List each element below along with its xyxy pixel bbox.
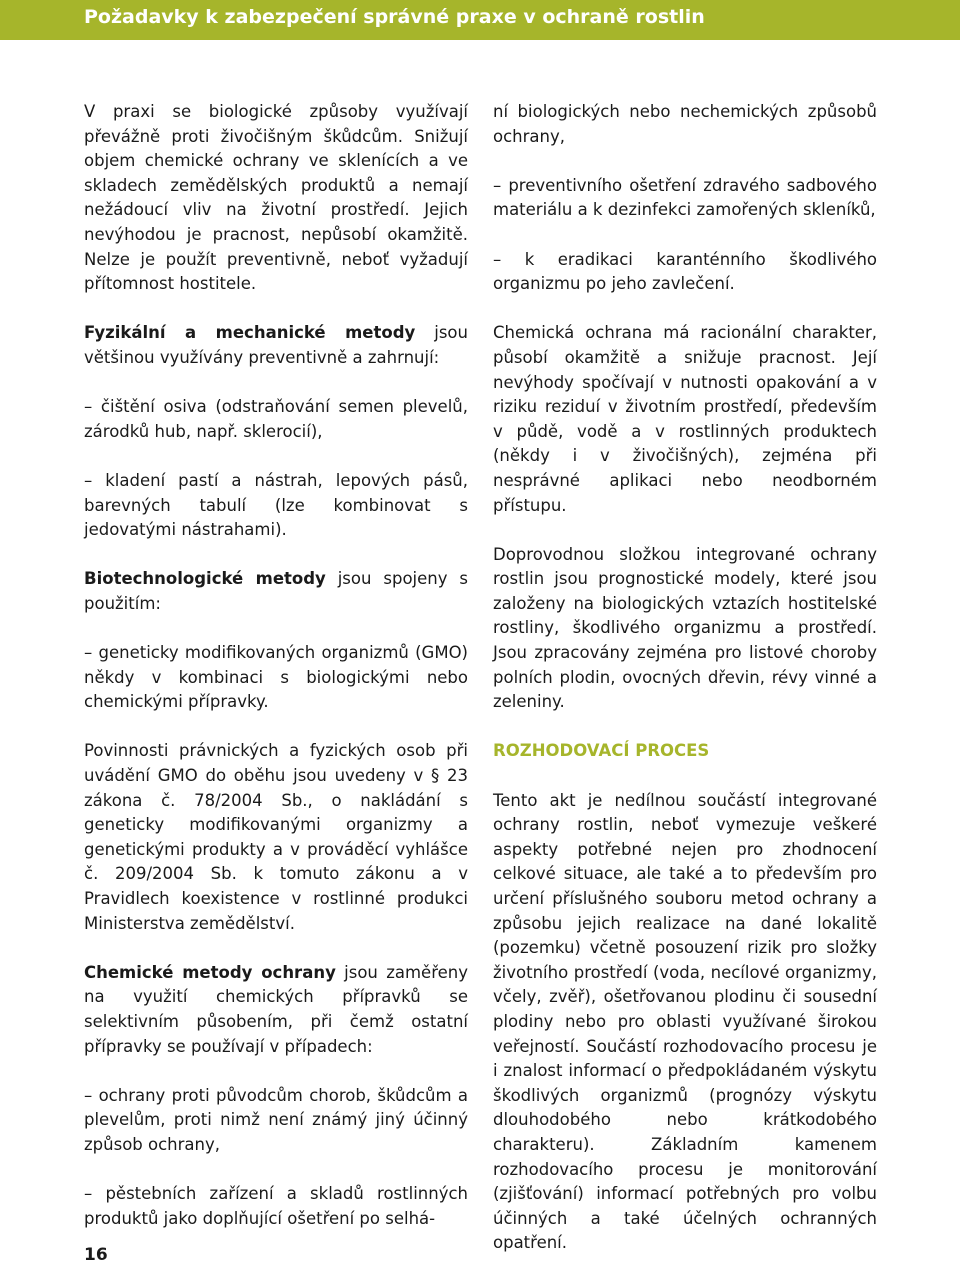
paragraph: Povinnosti právnických a fyzických osob při uvádění GMO do oběhu jsou uvedeny v § 23 zákona č. 78/2004 Sb., o nakládání s geneticky modifikovanými organizmy a genetickými produkty a v prováděcí vyhlášce č. 209/2004 Sb. k tomuto zákonu a v Pravidlech koexistence v rostlinné produkci Ministerstva zemědělství. xyxy=(84,741,468,933)
paragraph xyxy=(84,567,468,616)
header-bar xyxy=(0,0,960,40)
paragraph: Tento akt je nedílnou součástí integrované ochrany rostlin, neboť vymezuje veškeré aspekty potřebné nejen pro zhodnocení celkové situace, ale také a to především pro určení příslušného souboru metod ochrany a způsobu jejich realizace na dané lokalitě (pozemku) včetně posouzení rizik pro složky životního prostředí (voda, necílové organizmy, včely, zvěř), ošetřovanou plodinu či sousední plodiny nebo pro oblasti využívané širokou veřejností. Součástí rozhodovacího procesu je i znalost informací o předpokládaném výskytu škodlivých organizmů (prognózy výskytu dlouhodobého nebo krátkodobého charakteru). Základním kamenem rozhodovacího procesu je monitorování (zjišťování) informací potřebných pro volbu účinných a také účelných ochranných opatření. xyxy=(493,790,877,1253)
paragraph: Chemická ochrana má racionální charakter, působí okamžitě a snižuje pracnost. Její nevýhody spočívají v nutnosti opakování a v riziku reziduí v životním prostředí, především v půdě, vodě a v rostlinných produktech (někdy i v živočišných), zejména při nesprávné aplikaci nebo neodborném přístupu. xyxy=(493,323,877,515)
bold-term: Chemické metody ochrany xyxy=(84,962,336,982)
paragraph: V praxi se biologické způsoby využívají převážně proti živočišným škůdcům. Snižují objem chemické ochrany ve sklenících a ve skladech zemědělských produktů a nemají nežádoucí vliv na životní prostředí. Jejich nevýhodou je pracnost, nepůsobí okamžitě. Nelze je použít preventivně, neboť vyžadují přítomnost hostitele. xyxy=(84,102,468,294)
list-item: – pěstebních zařízení a skladů rostlinných produktů jako doplňující ošetření po selhá- xyxy=(84,1184,468,1228)
paragraph xyxy=(84,961,468,1059)
list-item: – čištění osiva (odstraňování semen plevelů, zárodků hub, např. sklerocií), xyxy=(84,397,468,441)
bold-term: Biotechnologické metody xyxy=(84,569,326,589)
list-item: – ochrany proti původcům chorob, škůdcům a plevelům, proti nimž není známý jiný účinný způsob ochrany, xyxy=(84,1085,468,1154)
list-item: – kladení pastí a nástrah, lepových pásů, barevných tabulí (lze kombinovat s jedovatými nástrahami). xyxy=(84,470,468,540)
left-column xyxy=(84,100,468,1231)
page-number: 16 xyxy=(84,1245,108,1265)
list-item: – k eradikaci karanténního škodlivého organizmu po jeho zavlečení. xyxy=(493,249,877,294)
list-item: – preventivního ošetření zdravého sadbového materiálu a k dezinfekci zamořených skleníků, xyxy=(493,175,877,220)
paragraph: ní biologických nebo nechemických způsobů ochrany, xyxy=(493,102,877,146)
page-title: Požadavky k zabezpečení správné praxe v ochraně rostlin xyxy=(84,6,705,28)
right-column xyxy=(493,100,877,1256)
paragraph xyxy=(84,321,468,370)
bold-term: Fyzikální a mechanické metody xyxy=(84,323,416,343)
list-item: – geneticky modifikovaných organizmů (GMO) někdy v kombinaci s biologickými nebo chemickými přípravky. xyxy=(84,643,468,712)
paragraph-text: jsou spojeny s použitím: xyxy=(84,569,469,613)
section-heading: ROZHODOVACÍ PROCES xyxy=(493,741,710,761)
paragraph-text: jsou zaměřeny na využití chemických přípravků se selektivním působením, při čemž ostatní přípravky se používají v případech: xyxy=(84,962,468,1056)
paragraph: Doprovodnou složkou integrované ochrany rostlin jsou prognostické modely, které jsou založeny na biologických vztazích hostitelské rostliny, škodlivého organizmu a prostředí. Jsou zpracovány zejména pro listové choroby polních plodin, ovocných dřevin, révy vinné a zeleniny. xyxy=(493,544,877,712)
paragraph-text: jsou většinou využívány preventivně a zahrnují: xyxy=(84,323,468,367)
